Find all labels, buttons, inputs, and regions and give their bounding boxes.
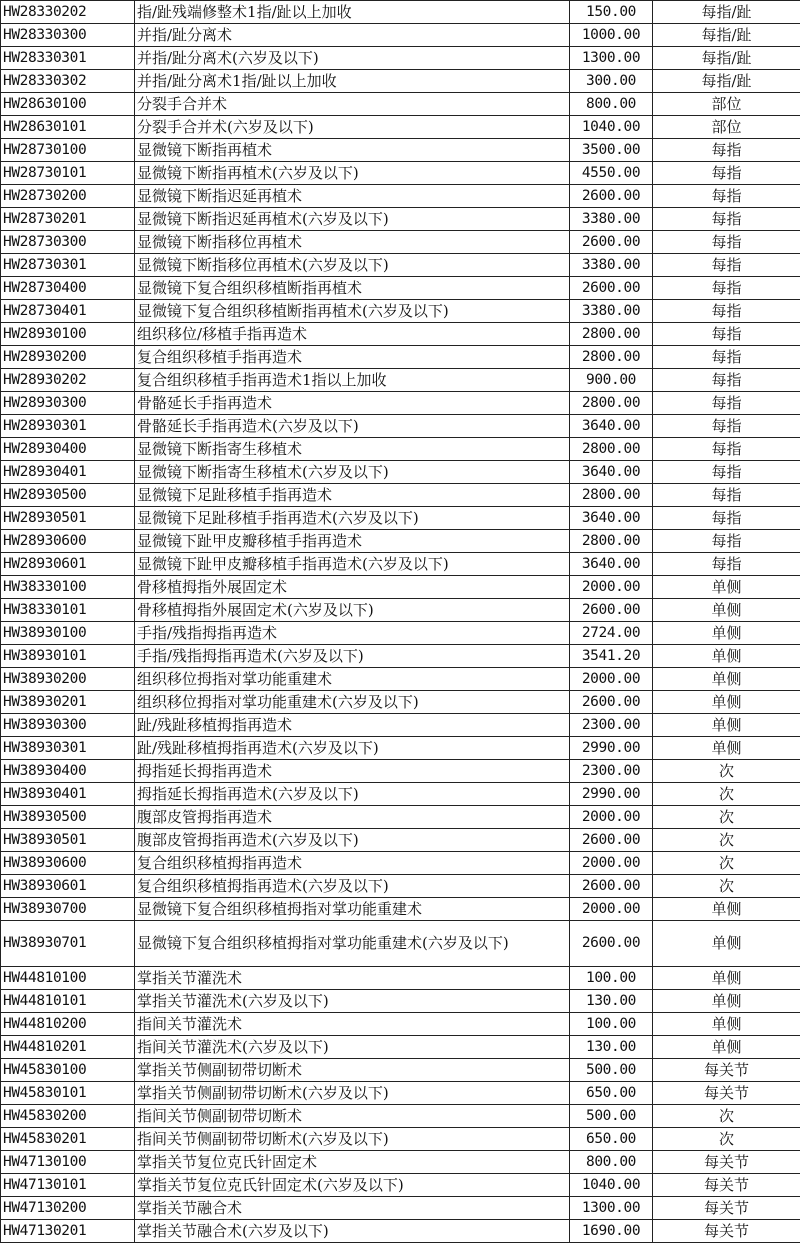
item-name-cell: 掌指关节复位克氏针固定术(六岁及以下) — [135, 1174, 570, 1197]
item-price-cell: 1300.00 — [570, 1197, 653, 1220]
item-name-cell: 显微镜下趾甲皮瓣移植手指再造术(六岁及以下) — [135, 553, 570, 576]
table-row — [1, 921, 800, 967]
item-name-cell: 腹部皮管拇指再造术(六岁及以下) — [135, 829, 570, 852]
item-name-cell: 骨骼延长手指再造术 — [135, 392, 570, 415]
item-price-cell: 2800.00 — [570, 438, 653, 461]
item-code-cell: HW44810101 — [1, 990, 135, 1013]
item-price-cell: 1040.00 — [570, 1174, 653, 1197]
table-row — [1, 185, 800, 208]
item-price-cell: 2000.00 — [570, 806, 653, 829]
item-unit-cell: 每指 — [653, 208, 800, 231]
item-unit-cell: 单侧 — [653, 921, 800, 967]
item-unit-cell: 单侧 — [653, 967, 800, 990]
item-unit-cell: 每指 — [653, 507, 800, 530]
item-code-cell: HW28930301 — [1, 415, 135, 438]
table-row — [1, 139, 800, 162]
item-price-cell: 2600.00 — [570, 231, 653, 254]
table-row — [1, 1151, 800, 1174]
item-price-cell: 3640.00 — [570, 461, 653, 484]
table-row — [1, 392, 800, 415]
item-code-cell: HW38930401 — [1, 783, 135, 806]
table-row — [1, 1, 800, 24]
item-price-cell: 2800.00 — [570, 484, 653, 507]
item-name-cell: 显微镜下足趾移植手指再造术 — [135, 484, 570, 507]
item-name-cell: 手指/残指拇指再造术(六岁及以下) — [135, 645, 570, 668]
item-unit-cell: 每指 — [653, 323, 800, 346]
item-code-cell: HW38930501 — [1, 829, 135, 852]
table-row — [1, 783, 800, 806]
item-unit-cell: 每指 — [653, 231, 800, 254]
table-row — [1, 1128, 800, 1151]
item-price-cell: 4550.00 — [570, 162, 653, 185]
item-price-cell: 2000.00 — [570, 898, 653, 921]
item-name-cell: 掌指关节灌洗术 — [135, 967, 570, 990]
item-price-cell: 800.00 — [570, 1151, 653, 1174]
table-row — [1, 967, 800, 990]
item-unit-cell: 每指/趾 — [653, 1, 800, 24]
item-name-cell: 显微镜下断指迟延再植术(六岁及以下) — [135, 208, 570, 231]
item-name-cell: 拇指延长拇指再造术 — [135, 760, 570, 783]
table-row — [1, 691, 800, 714]
item-price-cell: 2800.00 — [570, 392, 653, 415]
item-unit-cell: 每关节 — [653, 1174, 800, 1197]
item-price-cell: 2990.00 — [570, 783, 653, 806]
item-name-cell: 指间关节灌洗术(六岁及以下) — [135, 1036, 570, 1059]
item-name-cell: 手指/残指拇指再造术 — [135, 622, 570, 645]
item-code-cell: HW45830101 — [1, 1082, 135, 1105]
item-name-cell: 掌指关节复位克氏针固定术 — [135, 1151, 570, 1174]
item-unit-cell: 单侧 — [653, 668, 800, 691]
item-price-cell: 100.00 — [570, 967, 653, 990]
item-unit-cell: 单侧 — [653, 691, 800, 714]
item-name-cell: 骨骼延长手指再造术(六岁及以下) — [135, 415, 570, 438]
table-row — [1, 93, 800, 116]
item-code-cell: HW28930300 — [1, 392, 135, 415]
item-name-cell: 显微镜下断指寄生移植术 — [135, 438, 570, 461]
item-unit-cell: 每指/趾 — [653, 24, 800, 47]
item-price-cell: 2724.00 — [570, 622, 653, 645]
item-price-cell: 2600.00 — [570, 691, 653, 714]
item-code-cell: HW28930401 — [1, 461, 135, 484]
item-unit-cell: 每指 — [653, 139, 800, 162]
item-code-cell: HW38330100 — [1, 576, 135, 599]
item-unit-cell: 每指 — [653, 277, 800, 300]
item-unit-cell: 单侧 — [653, 898, 800, 921]
table-row — [1, 1220, 800, 1243]
item-name-cell: 显微镜下趾甲皮瓣移植手指再造术 — [135, 530, 570, 553]
item-name-cell: 显微镜下复合组织移植拇指对掌功能重建术(六岁及以下) — [135, 921, 570, 967]
item-unit-cell: 单侧 — [653, 737, 800, 760]
item-price-cell: 500.00 — [570, 1059, 653, 1082]
table-row — [1, 47, 800, 70]
item-name-cell: 复合组织移植拇指再造术 — [135, 852, 570, 875]
item-price-cell: 2600.00 — [570, 185, 653, 208]
item-price-cell: 2800.00 — [570, 530, 653, 553]
item-unit-cell: 每关节 — [653, 1220, 800, 1243]
item-unit-cell: 次 — [653, 1128, 800, 1151]
item-name-cell: 骨移植拇指外展固定术 — [135, 576, 570, 599]
item-code-cell: HW47130200 — [1, 1197, 135, 1220]
item-unit-cell: 次 — [653, 852, 800, 875]
item-name-cell: 掌指关节融合术 — [135, 1197, 570, 1220]
item-name-cell: 指间关节侧副韧带切断术 — [135, 1105, 570, 1128]
item-code-cell: HW28630101 — [1, 116, 135, 139]
item-code-cell: HW38930301 — [1, 737, 135, 760]
item-unit-cell: 每指 — [653, 530, 800, 553]
item-code-cell: HW44810200 — [1, 1013, 135, 1036]
item-code-cell: HW28930501 — [1, 507, 135, 530]
item-code-cell: HW38930601 — [1, 875, 135, 898]
item-name-cell: 显微镜下复合组织移植断指再植术(六岁及以下) — [135, 300, 570, 323]
table-row — [1, 346, 800, 369]
item-code-cell: HW28930200 — [1, 346, 135, 369]
item-price-cell: 1300.00 — [570, 47, 653, 70]
item-code-cell: HW45830200 — [1, 1105, 135, 1128]
item-unit-cell: 每指 — [653, 254, 800, 277]
item-price-cell: 3380.00 — [570, 254, 653, 277]
item-code-cell: HW45830201 — [1, 1128, 135, 1151]
table-row — [1, 116, 800, 139]
table-row — [1, 622, 800, 645]
item-name-cell: 显微镜下复合组织移植拇指对掌功能重建术 — [135, 898, 570, 921]
table-row — [1, 461, 800, 484]
item-unit-cell: 每指 — [653, 484, 800, 507]
item-name-cell: 显微镜下断指再植术(六岁及以下) — [135, 162, 570, 185]
table-row — [1, 162, 800, 185]
item-code-cell: HW38930400 — [1, 760, 135, 783]
item-name-cell: 掌指关节灌洗术(六岁及以下) — [135, 990, 570, 1013]
item-name-cell: 显微镜下足趾移植手指再造术(六岁及以下) — [135, 507, 570, 530]
table-row — [1, 760, 800, 783]
item-code-cell: HW28930600 — [1, 530, 135, 553]
item-name-cell: 骨移植拇指外展固定术(六岁及以下) — [135, 599, 570, 622]
item-unit-cell: 每指 — [653, 438, 800, 461]
item-name-cell: 并指/趾分离术1指/趾以上加收 — [135, 70, 570, 93]
item-code-cell: HW28930500 — [1, 484, 135, 507]
item-unit-cell: 单侧 — [653, 645, 800, 668]
item-unit-cell: 每指 — [653, 415, 800, 438]
table-row — [1, 254, 800, 277]
table-row — [1, 1036, 800, 1059]
item-name-cell: 复合组织移植手指再造术 — [135, 346, 570, 369]
table-row — [1, 323, 800, 346]
table-row — [1, 438, 800, 461]
item-code-cell: HW28730101 — [1, 162, 135, 185]
item-code-cell: HW28730300 — [1, 231, 135, 254]
item-name-cell: 分裂手合并术(六岁及以下) — [135, 116, 570, 139]
item-name-cell: 指间关节灌洗术 — [135, 1013, 570, 1036]
item-price-cell: 2000.00 — [570, 576, 653, 599]
item-code-cell: HW28930400 — [1, 438, 135, 461]
item-code-cell: HW44810201 — [1, 1036, 135, 1059]
table-row — [1, 599, 800, 622]
item-price-cell: 2000.00 — [570, 668, 653, 691]
item-code-cell: HW38330101 — [1, 599, 135, 622]
table-row — [1, 484, 800, 507]
item-unit-cell: 次 — [653, 783, 800, 806]
item-unit-cell: 单侧 — [653, 1036, 800, 1059]
table-row — [1, 208, 800, 231]
item-price-cell: 3640.00 — [570, 507, 653, 530]
item-price-cell: 2000.00 — [570, 852, 653, 875]
item-price-cell: 1040.00 — [570, 116, 653, 139]
item-code-cell: HW38930300 — [1, 714, 135, 737]
item-code-cell: HW28630100 — [1, 93, 135, 116]
item-name-cell: 趾/残趾移植拇指再造术 — [135, 714, 570, 737]
item-name-cell: 指间关节侧副韧带切断术(六岁及以下) — [135, 1128, 570, 1151]
item-price-cell: 800.00 — [570, 93, 653, 116]
table-row — [1, 1105, 800, 1128]
item-code-cell: HW28330202 — [1, 1, 135, 24]
item-name-cell: 并指/趾分离术(六岁及以下) — [135, 47, 570, 70]
item-code-cell: HW38930200 — [1, 668, 135, 691]
item-code-cell: HW28730201 — [1, 208, 135, 231]
item-name-cell: 趾/残趾移植拇指再造术(六岁及以下) — [135, 737, 570, 760]
table-row — [1, 1082, 800, 1105]
item-unit-cell: 单侧 — [653, 599, 800, 622]
item-price-cell: 3380.00 — [570, 300, 653, 323]
table-row — [1, 231, 800, 254]
table-row — [1, 576, 800, 599]
item-unit-cell: 单侧 — [653, 622, 800, 645]
table-row — [1, 553, 800, 576]
table-row — [1, 1059, 800, 1082]
table-row — [1, 1174, 800, 1197]
item-name-cell: 组织移位拇指对掌功能重建术(六岁及以下) — [135, 691, 570, 714]
item-unit-cell: 单侧 — [653, 1013, 800, 1036]
item-name-cell: 显微镜下断指迟延再植术 — [135, 185, 570, 208]
item-name-cell: 并指/趾分离术 — [135, 24, 570, 47]
item-unit-cell: 每指/趾 — [653, 47, 800, 70]
item-code-cell: HW45830100 — [1, 1059, 135, 1082]
table-row — [1, 369, 800, 392]
item-name-cell: 显微镜下复合组织移植断指再植术 — [135, 277, 570, 300]
item-unit-cell: 每关节 — [653, 1151, 800, 1174]
item-name-cell: 掌指关节侧副韧带切断术(六岁及以下) — [135, 1082, 570, 1105]
item-price-cell: 2600.00 — [570, 277, 653, 300]
item-price-cell: 2600.00 — [570, 829, 653, 852]
table-row — [1, 737, 800, 760]
item-price-cell: 150.00 — [570, 1, 653, 24]
item-code-cell: HW38930500 — [1, 806, 135, 829]
item-code-cell: HW38930101 — [1, 645, 135, 668]
item-name-cell: 拇指延长拇指再造术(六岁及以下) — [135, 783, 570, 806]
item-price-cell: 3640.00 — [570, 415, 653, 438]
item-unit-cell: 单侧 — [653, 714, 800, 737]
item-name-cell: 组织移位/移植手指再造术 — [135, 323, 570, 346]
table-row — [1, 806, 800, 829]
item-unit-cell: 部位 — [653, 116, 800, 139]
fee-table-body — [1, 1, 800, 1243]
table-row — [1, 829, 800, 852]
item-price-cell: 100.00 — [570, 1013, 653, 1036]
item-price-cell: 130.00 — [570, 1036, 653, 1059]
item-price-cell: 2600.00 — [570, 921, 653, 967]
item-price-cell: 650.00 — [570, 1082, 653, 1105]
item-name-cell: 显微镜下断指移位再植术(六岁及以下) — [135, 254, 570, 277]
item-price-cell: 2800.00 — [570, 323, 653, 346]
item-unit-cell: 每指 — [653, 346, 800, 369]
item-price-cell: 2800.00 — [570, 346, 653, 369]
table-row — [1, 415, 800, 438]
item-unit-cell: 每指 — [653, 162, 800, 185]
item-name-cell: 腹部皮管拇指再造术 — [135, 806, 570, 829]
item-price-cell: 2300.00 — [570, 760, 653, 783]
table-row — [1, 852, 800, 875]
item-code-cell: HW28330302 — [1, 70, 135, 93]
item-name-cell: 掌指关节融合术(六岁及以下) — [135, 1220, 570, 1243]
item-code-cell: HW28730100 — [1, 139, 135, 162]
item-price-cell: 3500.00 — [570, 139, 653, 162]
item-unit-cell: 每指/趾 — [653, 70, 800, 93]
item-price-cell: 3640.00 — [570, 553, 653, 576]
item-price-cell: 3380.00 — [570, 208, 653, 231]
item-price-cell: 2300.00 — [570, 714, 653, 737]
item-code-cell: HW28330301 — [1, 47, 135, 70]
item-price-cell: 1000.00 — [570, 24, 653, 47]
item-code-cell: HW28730200 — [1, 185, 135, 208]
item-name-cell: 复合组织移植拇指再造术(六岁及以下) — [135, 875, 570, 898]
item-name-cell: 显微镜下断指移位再植术 — [135, 231, 570, 254]
item-code-cell: HW47130201 — [1, 1220, 135, 1243]
item-code-cell: HW28730401 — [1, 300, 135, 323]
item-unit-cell: 部位 — [653, 93, 800, 116]
item-code-cell: HW38930100 — [1, 622, 135, 645]
table-row — [1, 1013, 800, 1036]
table-row — [1, 714, 800, 737]
item-price-cell: 650.00 — [570, 1128, 653, 1151]
item-code-cell: HW38930701 — [1, 921, 135, 967]
table-row — [1, 24, 800, 47]
item-code-cell: HW28930601 — [1, 553, 135, 576]
item-code-cell: HW38930201 — [1, 691, 135, 714]
item-code-cell: HW28330300 — [1, 24, 135, 47]
item-unit-cell: 次 — [653, 1105, 800, 1128]
table-row — [1, 898, 800, 921]
item-unit-cell: 每指 — [653, 461, 800, 484]
table-row — [1, 875, 800, 898]
item-price-cell: 130.00 — [570, 990, 653, 1013]
item-code-cell: HW28730400 — [1, 277, 135, 300]
item-code-cell: HW28930202 — [1, 369, 135, 392]
table-row — [1, 70, 800, 93]
item-price-cell: 2600.00 — [570, 599, 653, 622]
item-unit-cell: 次 — [653, 829, 800, 852]
item-unit-cell: 次 — [653, 806, 800, 829]
item-unit-cell: 次 — [653, 875, 800, 898]
item-unit-cell: 每指 — [653, 300, 800, 323]
item-name-cell: 掌指关节侧副韧带切断术 — [135, 1059, 570, 1082]
item-name-cell: 显微镜下断指寄生移植术(六岁及以下) — [135, 461, 570, 484]
item-code-cell: HW47130100 — [1, 1151, 135, 1174]
item-unit-cell: 每指 — [653, 185, 800, 208]
item-code-cell: HW44810100 — [1, 967, 135, 990]
table-row — [1, 1197, 800, 1220]
table-row — [1, 668, 800, 691]
item-price-cell: 300.00 — [570, 70, 653, 93]
table-row — [1, 300, 800, 323]
item-unit-cell: 单侧 — [653, 990, 800, 1013]
table-row — [1, 507, 800, 530]
item-price-cell: 500.00 — [570, 1105, 653, 1128]
item-price-cell: 900.00 — [570, 369, 653, 392]
table-row — [1, 645, 800, 668]
item-price-cell: 1690.00 — [570, 1220, 653, 1243]
item-unit-cell: 单侧 — [653, 576, 800, 599]
item-price-cell: 3541.20 — [570, 645, 653, 668]
item-unit-cell: 每指 — [653, 392, 800, 415]
item-code-cell: HW47130101 — [1, 1174, 135, 1197]
item-price-cell: 2990.00 — [570, 737, 653, 760]
item-unit-cell: 每关节 — [653, 1082, 800, 1105]
item-price-cell: 2600.00 — [570, 875, 653, 898]
table-row — [1, 530, 800, 553]
item-name-cell: 组织移位拇指对掌功能重建术 — [135, 668, 570, 691]
item-unit-cell: 每指 — [653, 369, 800, 392]
table-row — [1, 990, 800, 1013]
item-code-cell: HW28730301 — [1, 254, 135, 277]
item-unit-cell: 每指 — [653, 553, 800, 576]
table-row — [1, 277, 800, 300]
item-unit-cell: 每关节 — [653, 1197, 800, 1220]
item-name-cell: 显微镜下断指再植术 — [135, 139, 570, 162]
item-name-cell: 指/趾残端修整术1指/趾以上加收 — [135, 1, 570, 24]
item-name-cell: 复合组织移植手指再造术1指以上加收 — [135, 369, 570, 392]
item-unit-cell: 次 — [653, 760, 800, 783]
item-code-cell: HW28930100 — [1, 323, 135, 346]
item-code-cell: HW38930600 — [1, 852, 135, 875]
item-code-cell: HW38930700 — [1, 898, 135, 921]
item-unit-cell: 每关节 — [653, 1059, 800, 1082]
item-name-cell: 分裂手合并术 — [135, 93, 570, 116]
